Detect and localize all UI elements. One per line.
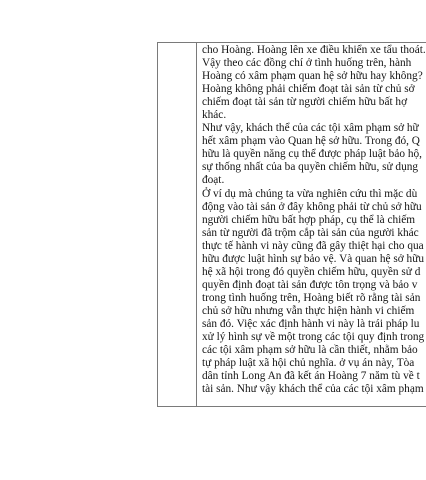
body-text-line: cho Hoàng. Hoàng lên xe điều khiển xe tẩu thoát. xyxy=(202,44,426,56)
body-text-line: thực tế hành vi này cũng đã gây thiệt hại cho qua xyxy=(202,239,424,252)
body-text-line: Ở ví dụ mà chúng ta vừa nghiên cứu thì mặc dù xyxy=(202,187,418,200)
body-text-line: hệ xã hội trong đó quyền chiếm hữu, quyền sử d xyxy=(202,265,421,278)
content-table xyxy=(157,42,426,407)
body-text-line: sản từ người đã trộm cắp tài sản của người khác xyxy=(202,226,419,239)
body-text-line: tự pháp luật xã hội chủ nghĩa. ở vụ án này, Tòa xyxy=(202,357,415,370)
body-text-line: Vậy theo các đồng chí ở tình huống trên, hành xyxy=(202,57,412,70)
body-text-line: sự thống nhất của ba quyền chiếm hữu, sử dụng xyxy=(202,161,419,174)
body-text-line: động vào tài sản ở đây không phải từ chủ sở hữu xyxy=(202,200,422,213)
body-text-line: xử lý hình sự về một trong các tội quy định trong xyxy=(202,331,425,344)
body-text-line: dân tỉnh Long An đã kết án Hoàng 7 năm tù về t xyxy=(202,370,420,383)
body-text-line: đoạt. xyxy=(202,174,225,187)
body-text-line: hữu là quyền năng cụ thể được pháp luật bảo hộ, xyxy=(202,148,422,161)
body-text-line: các tội xâm phạm sở hữu là cần thiết, nhằm bảo xyxy=(202,344,418,357)
body-text-line: khác. xyxy=(202,109,227,122)
body-text-line: Như vậy, khách thể của các tội xâm phạm sở hữ xyxy=(202,122,419,135)
body-text-line: Hoàng không phải chiếm đoạt tài sản từ chủ sở xyxy=(202,83,415,96)
body-text-line: hữu được luật hình sự bảo vệ. Và quan hệ sở hữu xyxy=(202,252,424,265)
body-text-line: sản đó. Việc xác định hành vi này là trái pháp lu xyxy=(202,317,420,330)
body-text-line: chiếm đoạt tài sản từ người chiếm hữu bất hợ xyxy=(202,96,408,109)
body-text-line: Hoàng có xâm phạm quan hệ sở hữu hay không? xyxy=(202,70,423,83)
table-column-divider xyxy=(196,43,197,406)
body-text-line: hết xâm phạm vào Quan hệ sở hữu. Trong đó, Q xyxy=(202,135,420,148)
body-text-line: quyền định đoạt tài sản được tôn trọng và bảo v xyxy=(202,278,418,291)
body-text-line: trong tình huống trên, Hoàng biết rõ rằng tài sản xyxy=(202,291,421,304)
body-text-line: người chiếm hữu bất hợp pháp, cụ thể là chiếm xyxy=(202,213,416,226)
table-text-cell xyxy=(202,44,426,396)
body-text-line: chủ sở hữu nhưng vẫn thực hiện hành vi chiếm xyxy=(202,304,415,317)
body-text-line: tài sản. Như vậy khách thể của các tội xâm phạm xyxy=(202,383,424,396)
